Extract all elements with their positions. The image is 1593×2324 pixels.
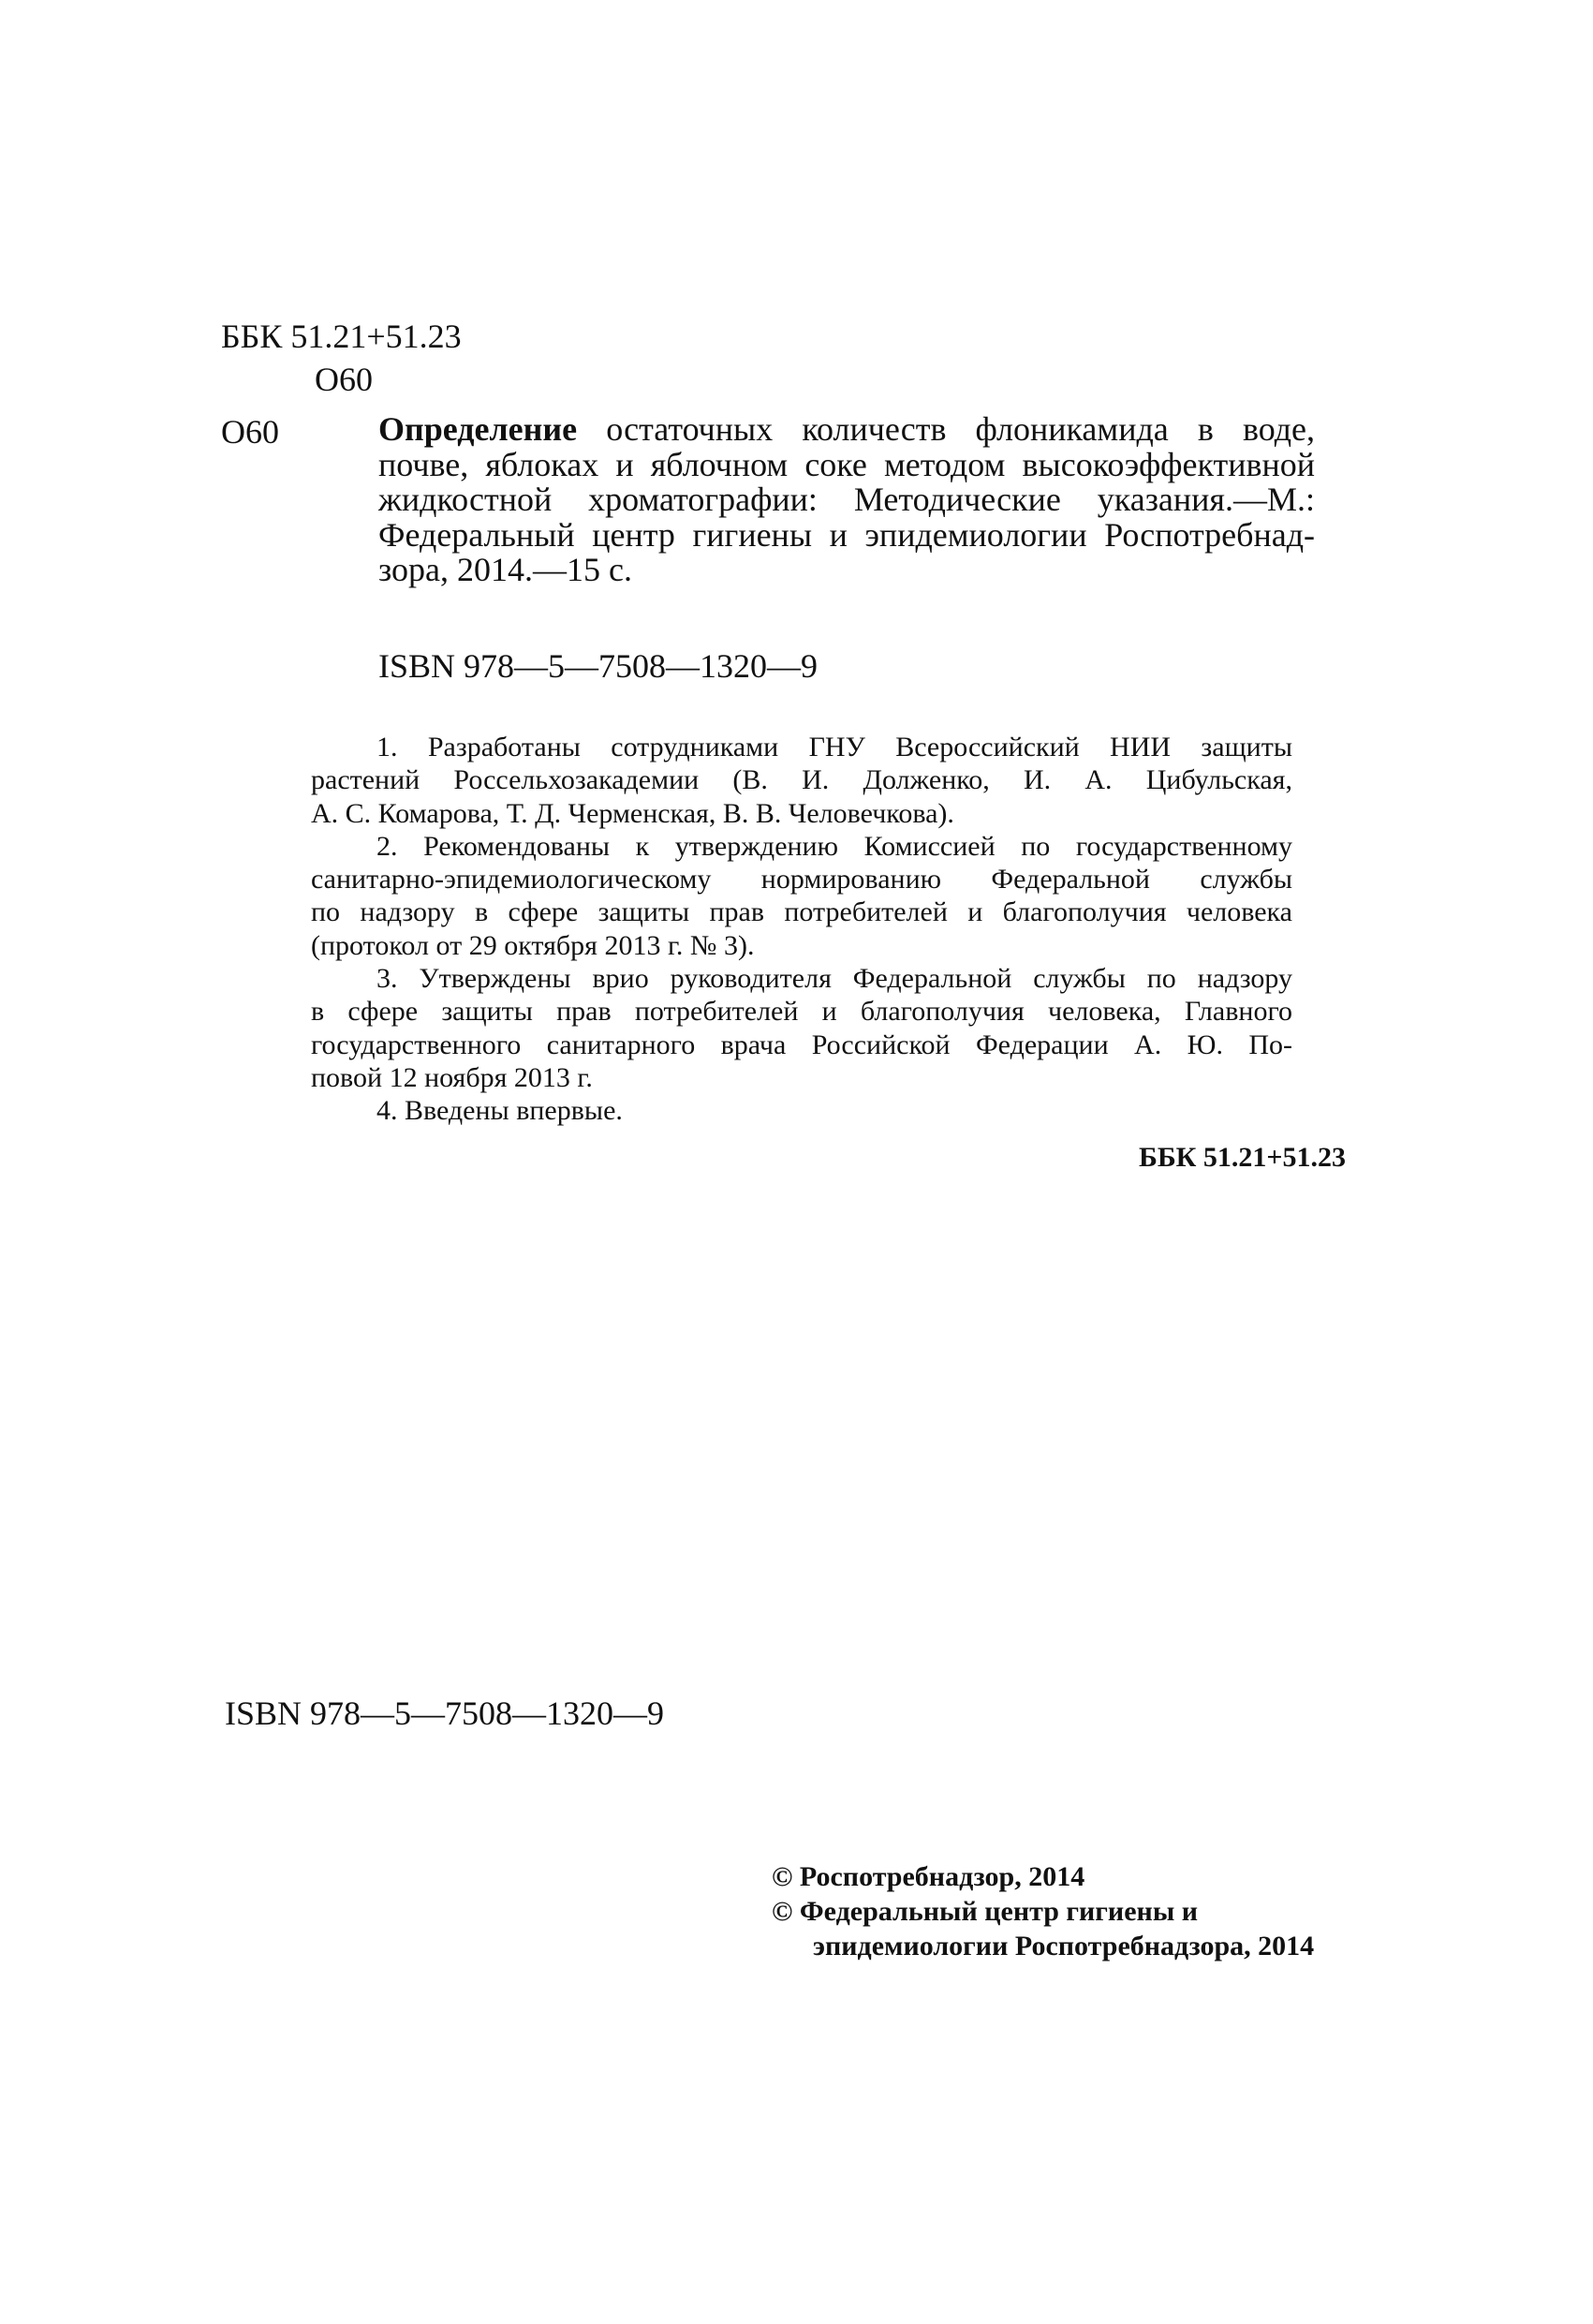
author-sign-top: О60 <box>315 361 373 398</box>
note-line: повой 12 ноября 2013 г. <box>311 1061 593 1093</box>
biblio-line-2: почве, яблоках и яблочном соке методом высокоэффективной <box>378 445 1315 483</box>
bbk-code-top: ББК 51.21+51.23 <box>221 318 462 355</box>
copyright-block <box>772 1859 1314 1963</box>
note-line: растений Россельхозакадемии (В. И. Долженко, И. А. Цибульская, <box>311 764 1292 796</box>
biblio-line-1-rest: остаточных количеств флоникамида в воде, <box>606 410 1315 448</box>
note-line: санитарно-эпидемиологическому нормированию Федеральной службы <box>311 864 1292 896</box>
biblio-title-bold: Определение <box>378 410 578 448</box>
biblio-line-1 <box>378 412 1315 448</box>
biblio-line-4: Федеральный центр гигиены и эпидемиологии Роспотребнад- <box>378 515 1315 554</box>
biblio-line-3: жидкостной хроматографии: Методические указания.—М.: <box>378 481 1315 518</box>
bibliographic-entry <box>378 412 1315 588</box>
isbn-main: ISBN 978—5—7508—1320—9 <box>378 647 819 685</box>
note-line: 4. Введены впервые. <box>376 1095 623 1127</box>
isbn-bottom: ISBN 978—5—7508—1320—9 <box>225 1695 665 1732</box>
note-line: 2. Рекомендованы к утверждению Комиссией по государственному <box>376 830 1292 862</box>
biblio-line-5: зора, 2014.—15 с. <box>378 551 632 588</box>
notes-block <box>311 731 1292 1128</box>
note-line: 1. Разработаны сотрудниками ГНУ Всероссийский НИИ защиты <box>376 732 1292 762</box>
note-line: по надзору в сфере защиты прав потребителей и благополучия человека <box>311 896 1292 928</box>
note-line: в сфере защиты прав потребителей и благополучия человека, Главного <box>311 996 1292 1028</box>
note-line: государственного санитарного врача Российской Федерации А. Ю. По- <box>311 1029 1292 1060</box>
note-line: 3. Утверждены врио руководителя Федеральной службы по надзору <box>376 963 1292 995</box>
bbk-code-bottom: ББК 51.21+51.23 <box>1139 1142 1347 1173</box>
note-line: (протокол от 29 октября 2013 г. № 3). <box>311 929 755 961</box>
author-sign-left: О60 <box>221 413 279 451</box>
copyright-line-1: © Роспотребнадзор, 2014 <box>772 1861 1085 1892</box>
copyright-line-3: эпидемиологии Роспотребнадзора, 2014 <box>813 1931 1315 1961</box>
note-line: А. С. Комарова, Т. Д. Черменская, В. В. Человечкова). <box>311 797 954 829</box>
copyright-line-2: © Федеральный центр гигиены и <box>772 1896 1199 1927</box>
